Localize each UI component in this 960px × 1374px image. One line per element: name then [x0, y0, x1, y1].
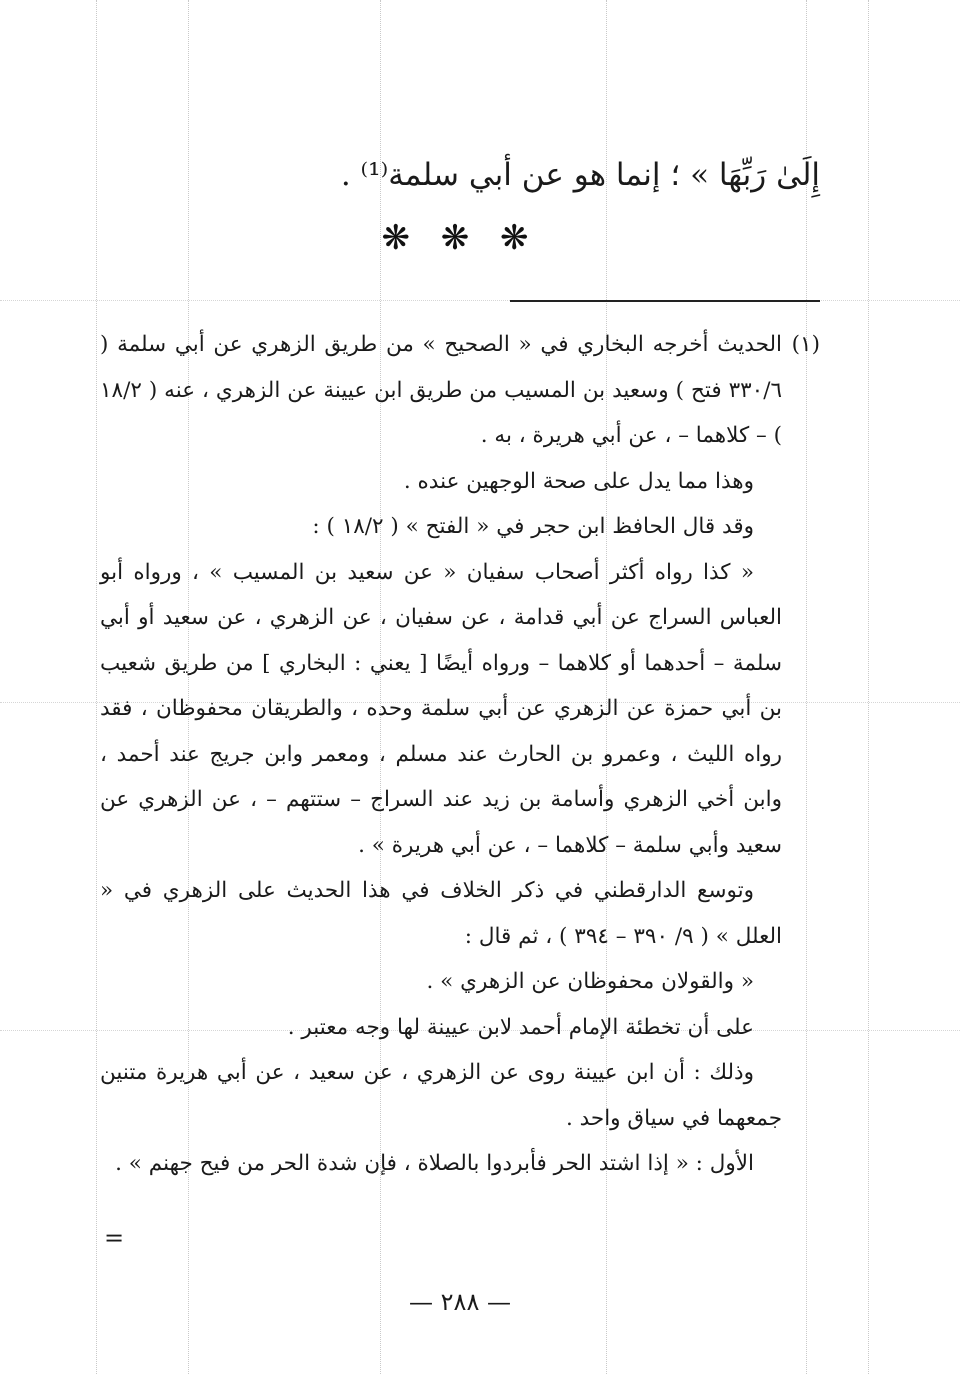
footnote-text: الحديث أخرجه البخاري في « الصحيح » من طريق الزهري عن أبي سلمة ( ٣٣٠/٦ فتح ) وسعيد بن المسيب من طريق ابن عيينة عن الزهري ، عنه ( ١٨/٢ ) – كلاهما – ، عن أبي هريرة ، به .: [100, 332, 782, 448]
footnote-paragraph: وذلك : أن ابن عيينة روى عن الزهري ، عن سعيد ، عن أبي هريرة متنين جمعهما في سياق واحد .: [100, 1060, 782, 1131]
footnote-paragraph: وتوسع الدارقطني في ذكر الخلاف في هذا الحديث على الزهري في « العلل » ( ٩/ ٣٩٠ – ٣٩٤ ) ، ثم قال :: [100, 878, 782, 949]
footnote-block: [100, 322, 820, 1187]
section-divider-ornament: [100, 218, 820, 258]
scan-guide-line: [96, 0, 97, 1374]
footnote-marker: (١): [791, 332, 820, 357]
footnote-paragraph: الأول : « إذا اشتد الحر فأبردوا بالصلاة ، فإن شدة الحر من فيح جهنم » .: [115, 1151, 754, 1176]
footnote-paragraph: على أن تخطئة الإمام أحمد لابن عيينة لها وجه معتبر .: [287, 1014, 754, 1040]
footnote-quote: « والقولان محفوظان عن الزهري » .: [426, 969, 754, 994]
footnote-paragraph: وهذا مما يدل على صحة الوجهين عنده .: [403, 468, 754, 494]
book-page: [100, 0, 820, 1374]
scan-guide-line: [868, 0, 869, 1374]
page-number: — ٢٨٨ —: [409, 1288, 511, 1316]
footnote-quote: « كذا رواه أكثر أصحاب سفيان « عن سعيد بن المسيب » ، ورواه أبو العباس السراج عن أبي قدامة ، عن سفيان ، عن الزهري ، عن سعيد أو أبي سلمة – أحدهما أو كلاهما – ورواه أيضًا [ يعني : البخاري ] من طريق شعيب بن أبي حمزة عن الزهري عن أبي سلمة وحده ، والطريقان محفوظان ، فقد رواه الليث ، وعمرو بن الحارث عند مسلم ، ومعمر وابن جريج عند أحمد ، وابن أخي الزهري وأسامة بن زيد عند السراج – ستتهم – ، عن الزهري عن سعيد وأبي سلمة – كلاهما – ، عن أبي هريرة » .: [100, 559, 782, 858]
footnote-paragraph: [100, 322, 820, 459]
footnote-paragraph: وقد قال الحافظ ابن حجر في « الفتح » ( ١٨/٢ ) :: [312, 514, 754, 539]
main-text-line: إِلَىٰ رَبِّهَا » ؛ إنما هو عن أبي سلمة⁽¹⁾ .: [340, 157, 820, 193]
continuation-mark: =: [104, 1224, 125, 1252]
asterism-icon: ❋ ❋ ❋: [381, 218, 539, 258]
footnote-separator-rule: [510, 300, 820, 302]
